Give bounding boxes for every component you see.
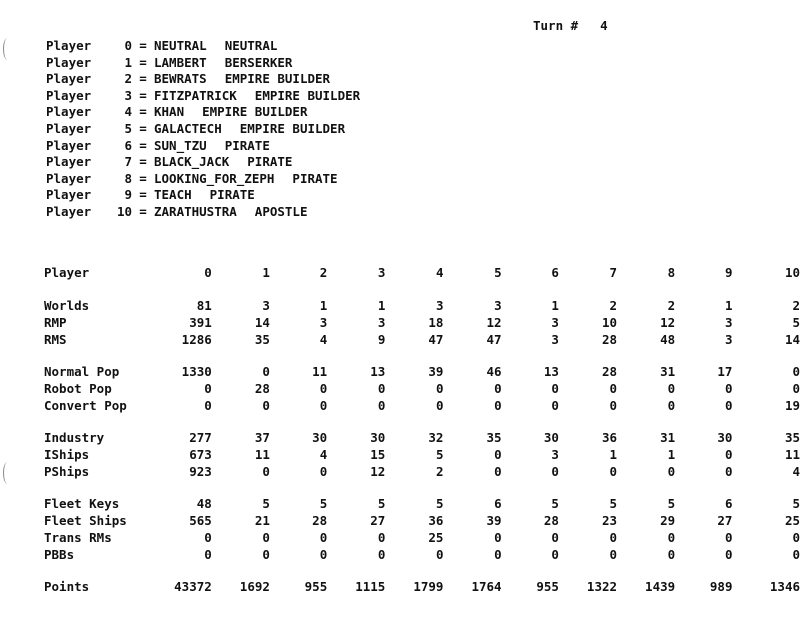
roster-player-id: 1	[124, 54, 132, 70]
stat-value-player-3: 0	[377, 398, 386, 413]
roster-player-word: Player	[46, 170, 92, 186]
stat-value-player-5: 0	[494, 547, 502, 562]
roster-line-player-2	[46, 71, 360, 88]
header-player-8: 8	[667, 264, 676, 280]
roster-player-word: Player	[46, 104, 92, 120]
stat-value-player-1: 0	[262, 398, 270, 413]
stat-label: Convert Pop	[44, 398, 127, 413]
roster-player-id: 5	[124, 120, 132, 136]
turn-number: 4	[600, 18, 608, 33]
stat-value-player-9: 17	[717, 364, 733, 379]
stat-value-player-4: 36	[428, 513, 444, 528]
stat-value-player-4: 25	[428, 530, 444, 545]
table-spacer-row	[44, 563, 800, 578]
roster-line-player-10	[46, 204, 360, 221]
stat-value-player-1: 0	[262, 530, 270, 545]
roster-player-id: 6	[124, 137, 132, 153]
roster-line-player-8	[46, 171, 360, 188]
stat-value-player-10: 25	[784, 513, 800, 528]
stat-value-player-10: 5	[792, 496, 800, 511]
spacer-cell	[44, 480, 800, 495]
stat-value-player-2: 5	[319, 496, 328, 511]
stat-value-player-6: 1	[551, 298, 559, 313]
stat-value-player-0: 0	[204, 547, 212, 562]
roster-player-word: Player	[46, 71, 92, 87]
stat-value-player-2: 0	[319, 464, 328, 479]
stat-value-player-3: 27	[370, 513, 386, 528]
stat-value-player-1: 0	[262, 547, 270, 562]
header-player-0: 0	[204, 264, 212, 280]
stat-value-player-5: 6	[494, 496, 502, 511]
stat-value-player-1: 5	[262, 496, 270, 511]
stat-value-player-1: 37	[254, 430, 270, 445]
stat-value-player-7: 0	[609, 464, 618, 479]
stat-value-player-9: 6	[724, 496, 733, 511]
roster-player-id: 7	[124, 154, 132, 170]
stat-value-player-0: 277	[189, 430, 212, 445]
stat-value-player-4: 0	[435, 381, 444, 396]
stat-value-player-4: 5	[435, 447, 444, 462]
stat-value-player-0: 391	[189, 315, 212, 330]
header-player-10: 10	[784, 264, 800, 280]
stat-value-player-3: 13	[370, 364, 386, 379]
stat-label: RMS	[44, 332, 67, 347]
roster-player-name: ZARATHUSTRA	[154, 203, 237, 219]
stat-row-worlds	[44, 297, 800, 314]
stat-value-player-3: 0	[377, 530, 386, 545]
stat-value-player-0: 0	[204, 530, 212, 545]
header-player-6: 6	[551, 264, 559, 280]
roster-equals-sign: =	[139, 87, 147, 103]
stat-value-player-5: 3	[494, 298, 502, 313]
stat-label: PBBs	[44, 547, 75, 562]
stat-value-player-5: 46	[486, 364, 502, 379]
header-player-5: 5	[494, 264, 502, 280]
stat-value-player-10: 35	[784, 430, 800, 445]
stat-value-player-9: 27	[717, 513, 733, 528]
stat-label: RMP	[44, 315, 67, 330]
roster-player-role: NEUTRAL	[224, 38, 278, 53]
roster-line-player-0	[46, 38, 360, 55]
roster-player-id: 9	[124, 187, 132, 203]
stat-value-player-2: 0	[319, 381, 328, 396]
header-player-9: 9	[724, 264, 733, 280]
stat-value-player-2: 0	[319, 547, 328, 562]
margin-mark-bottom	[3, 462, 12, 484]
stat-row-robot-pop	[44, 380, 800, 397]
stat-value-player-8: 0	[667, 381, 676, 396]
stat-value-player-5: 12	[486, 315, 502, 330]
header-label: Player	[44, 264, 90, 280]
stat-value-player-8: 5	[667, 496, 676, 511]
stat-value-player-1: 1692	[239, 579, 270, 594]
header-player-3: 3	[377, 264, 386, 280]
stat-value-player-1: 0	[262, 464, 270, 479]
stat-value-player-5: 47	[486, 332, 502, 347]
roster-equals-sign: =	[139, 154, 147, 170]
spacer-cell	[44, 348, 800, 363]
stat-value-player-6: 3	[551, 332, 559, 347]
stat-value-player-0: 673	[189, 447, 212, 462]
stat-value-player-1: 28	[254, 381, 270, 396]
roster-equals-sign: =	[139, 38, 147, 53]
stat-value-player-2: 11	[312, 364, 328, 379]
stat-value-player-9: 0	[724, 464, 733, 479]
stat-value-player-9: 0	[724, 398, 733, 413]
stat-value-player-7: 1	[609, 447, 618, 462]
stat-value-player-10: 14	[784, 332, 800, 347]
roster-player-name: LOOKING_FOR_ZEPH	[154, 170, 275, 186]
stat-value-player-0: 43372	[174, 579, 212, 594]
stat-row-convert-pop	[44, 397, 800, 414]
stat-value-player-10: 0	[792, 547, 800, 562]
stat-value-player-3: 0	[377, 381, 386, 396]
roster-player-name: LAMBERT	[154, 54, 207, 70]
stat-value-player-7: 0	[609, 547, 618, 562]
stat-label: Robot Pop	[44, 381, 112, 396]
player-stats-table	[44, 262, 800, 595]
roster-line-player-7	[46, 154, 360, 171]
stat-value-player-10: 1346	[769, 579, 800, 594]
stat-value-player-3: 3	[377, 315, 386, 330]
stat-row-normal-pop	[44, 363, 800, 380]
roster-equals-sign: =	[139, 120, 147, 136]
stat-value-player-2: 3	[319, 315, 328, 330]
stat-value-player-7: 36	[601, 430, 618, 445]
stat-label: Trans RMs	[44, 530, 112, 545]
roster-player-name: NEUTRAL	[154, 38, 207, 53]
roster-player-role: APOSTLE	[254, 203, 308, 219]
roster-player-role: EMPIRE BUILDER	[239, 120, 346, 136]
stat-value-player-1: 0	[262, 364, 270, 379]
stat-value-player-10: 0	[792, 364, 800, 379]
stat-label: Fleet Keys	[44, 496, 120, 511]
roster-equals-sign: =	[139, 170, 147, 186]
stat-value-player-0: 81	[196, 298, 212, 313]
stat-value-player-6: 5	[551, 496, 559, 511]
stat-value-player-10: 4	[792, 464, 800, 479]
roster-player-word: Player	[46, 120, 92, 136]
roster-player-role: PIRATE	[224, 137, 270, 153]
stat-label: PShips	[44, 464, 90, 479]
roster-player-name: TEACH	[154, 187, 192, 203]
stat-value-player-2: 4	[319, 447, 328, 462]
stat-value-player-1: 14	[254, 315, 270, 330]
roster-line-player-5	[46, 121, 360, 138]
spacer-cell	[44, 282, 800, 297]
roster-player-role: EMPIRE BUILDER	[254, 87, 361, 103]
stat-value-player-0: 0	[204, 398, 212, 413]
roster-player-name: SUN_TZU	[154, 137, 207, 153]
stat-value-player-8: 12	[660, 315, 676, 330]
stat-value-player-4: 0	[435, 547, 444, 562]
roster-player-word: Player	[46, 154, 92, 170]
stat-value-player-6: 0	[551, 464, 559, 479]
stat-value-player-6: 3	[551, 315, 559, 330]
stat-value-player-7: 10	[601, 315, 618, 330]
stat-value-player-8: 31	[660, 364, 676, 379]
stat-value-player-6: 3	[551, 447, 559, 462]
roster-line-player-6	[46, 138, 360, 155]
stat-value-player-7: 0	[609, 530, 618, 545]
roster-player-id: 0	[124, 38, 132, 53]
roster-player-role: PIRATE	[209, 187, 255, 203]
roster-player-id: 8	[124, 170, 132, 186]
stat-value-player-7: 28	[601, 332, 618, 347]
turn-indicator	[533, 18, 608, 33]
stat-value-player-6: 0	[551, 381, 559, 396]
table-spacer-row	[44, 348, 800, 363]
stat-value-player-2: 30	[312, 430, 328, 445]
stat-row-points	[44, 578, 800, 595]
header-player-1: 1	[262, 264, 270, 280]
stat-row-fleet-keys	[44, 495, 800, 512]
stat-value-player-2: 0	[319, 398, 328, 413]
stat-value-player-7: 23	[601, 513, 618, 528]
stat-value-player-5: 0	[494, 464, 502, 479]
stat-value-player-0: 923	[189, 464, 212, 479]
stat-value-player-2: 4	[319, 332, 328, 347]
stat-value-player-9: 3	[724, 315, 733, 330]
stat-value-player-4: 32	[428, 430, 444, 445]
stat-value-player-4: 0	[435, 398, 444, 413]
roster-equals-sign: =	[139, 137, 147, 153]
margin-mark-top	[3, 38, 12, 60]
stat-value-player-1: 11	[254, 447, 270, 462]
stat-value-player-0: 0	[204, 381, 212, 396]
roster-equals-sign: =	[139, 54, 147, 70]
table-spacer-row	[44, 414, 800, 429]
stat-value-player-10: 5	[792, 315, 800, 330]
roster-player-role: EMPIRE BUILDER	[202, 104, 308, 120]
stat-value-player-4: 18	[428, 315, 444, 330]
roster-player-name: KHAN	[154, 104, 185, 120]
stat-value-player-10: 0	[792, 381, 800, 396]
stat-value-player-5: 0	[494, 447, 502, 462]
roster-equals-sign: =	[139, 203, 147, 219]
roster-line-player-9	[46, 187, 360, 204]
stat-value-player-4: 3	[435, 298, 444, 313]
stat-value-player-4: 47	[428, 332, 444, 347]
stat-value-player-6: 955	[536, 579, 559, 594]
roster-player-word: Player	[46, 203, 92, 219]
stat-value-player-9: 989	[709, 579, 733, 594]
stat-value-player-8: 0	[667, 547, 676, 562]
stat-value-player-10: 0	[792, 530, 800, 545]
stat-value-player-5: 0	[494, 398, 502, 413]
roster-player-name: GALACTECH	[154, 120, 222, 136]
stat-value-player-8: 31	[660, 430, 676, 445]
stat-value-player-7: 28	[601, 364, 618, 379]
spacer-cell	[44, 414, 800, 429]
stat-value-player-0: 565	[189, 513, 212, 528]
stat-value-player-3: 9	[377, 332, 386, 347]
roster-line-player-3	[46, 88, 360, 105]
stat-value-player-6: 30	[543, 430, 559, 445]
stat-value-player-5: 0	[494, 530, 502, 545]
stat-value-player-4: 2	[435, 464, 444, 479]
stat-value-player-4: 5	[435, 496, 444, 511]
stat-value-player-6: 0	[551, 547, 559, 562]
stat-row-trans-rms	[44, 529, 800, 546]
stat-row-rms	[44, 331, 800, 348]
stat-value-player-1: 35	[254, 332, 270, 347]
stat-value-player-3: 1	[377, 298, 386, 313]
stat-value-player-0: 1330	[181, 364, 212, 379]
stat-row-fleet-ships	[44, 512, 800, 529]
turn-label: Turn #	[533, 18, 579, 33]
roster-equals-sign: =	[139, 71, 147, 87]
stat-value-player-9: 0	[724, 530, 733, 545]
roster-equals-sign: =	[139, 104, 147, 120]
stat-value-player-4: 39	[428, 364, 444, 379]
roster-player-role: EMPIRE BUILDER	[224, 71, 331, 87]
stat-value-player-10: 2	[792, 298, 800, 313]
roster-player-name: BEWRATS	[154, 71, 207, 87]
stat-row-rmp	[44, 314, 800, 331]
stat-value-player-3: 0	[377, 547, 386, 562]
stat-value-player-3: 5	[377, 496, 386, 511]
roster-player-id: 4	[124, 104, 132, 120]
stat-value-player-5: 35	[486, 430, 502, 445]
stat-label: Normal Pop	[44, 364, 120, 379]
roster-player-role: PIRATE	[292, 170, 338, 186]
stat-value-player-0: 48	[196, 496, 212, 511]
stat-value-player-0: 1286	[181, 332, 212, 347]
stat-value-player-1: 3	[262, 298, 270, 313]
stat-value-player-8: 1	[667, 447, 676, 462]
stat-value-player-8: 0	[667, 398, 676, 413]
stat-value-player-5: 1764	[471, 579, 502, 594]
stat-value-player-5: 0	[494, 381, 502, 396]
table-header-row	[44, 262, 800, 282]
stat-value-player-6: 13	[543, 364, 559, 379]
stat-value-player-9: 0	[724, 381, 733, 396]
stat-value-player-8: 48	[660, 332, 676, 347]
stat-row-pships	[44, 463, 800, 480]
roster-player-role: BERSERKER	[224, 54, 293, 70]
roster-line-player-4	[46, 104, 360, 121]
stat-value-player-3: 30	[370, 430, 386, 445]
roster-player-name: BLACK_JACK	[154, 154, 230, 170]
stat-label: Worlds	[44, 298, 90, 313]
stat-value-player-7: 5	[609, 496, 618, 511]
stat-value-player-9: 0	[724, 447, 733, 462]
stat-value-player-6: 28	[543, 513, 559, 528]
stat-value-player-9: 30	[717, 430, 733, 445]
stat-value-player-6: 0	[551, 398, 559, 413]
stat-value-player-9: 0	[724, 547, 733, 562]
roster-player-word: Player	[46, 38, 92, 53]
stat-value-player-2: 955	[304, 579, 328, 594]
stat-value-player-7: 2	[609, 298, 618, 313]
roster-player-name: FITZPATRICK	[154, 87, 237, 103]
table-spacer-row	[44, 282, 800, 297]
stat-value-player-9: 3	[724, 332, 733, 347]
stat-value-player-3: 12	[370, 464, 386, 479]
stat-value-player-10: 11	[784, 447, 800, 462]
stat-value-player-8: 1439	[645, 579, 676, 594]
stat-value-player-4: 1799	[413, 579, 444, 594]
table-spacer-row	[44, 480, 800, 495]
stat-value-player-5: 39	[486, 513, 502, 528]
stat-label: Fleet Ships	[44, 513, 127, 528]
roster-player-word: Player	[46, 54, 92, 70]
roster-line-player-1	[46, 55, 360, 72]
stat-value-player-2: 28	[312, 513, 328, 528]
roster-player-id: 3	[124, 87, 132, 103]
roster-player-word: Player	[46, 187, 92, 203]
roster-equals-sign: =	[139, 187, 147, 203]
stat-value-player-3: 1115	[355, 579, 386, 594]
stat-row-pbbs	[44, 546, 800, 563]
header-player-7: 7	[609, 264, 618, 280]
stat-value-player-6: 0	[551, 530, 559, 545]
stat-row-iships	[44, 446, 800, 463]
header-player-4: 4	[435, 264, 444, 280]
stat-row-industry	[44, 429, 800, 446]
roster-player-role: PIRATE	[247, 154, 293, 170]
roster-player-word: Player	[46, 137, 92, 153]
stat-value-player-2: 0	[319, 530, 328, 545]
stat-value-player-7: 1322	[586, 579, 618, 594]
spacer-cell	[44, 563, 800, 578]
stat-value-player-10: 19	[784, 398, 800, 413]
stat-value-player-8: 0	[667, 464, 676, 479]
stat-value-player-8: 2	[667, 298, 676, 313]
stat-value-player-8: 0	[667, 530, 676, 545]
roster-player-id: 2	[124, 71, 132, 87]
player-roster	[46, 38, 360, 221]
stat-value-player-9: 1	[724, 298, 733, 313]
stat-value-player-3: 15	[370, 447, 386, 462]
stat-label: Industry	[44, 430, 105, 445]
stat-value-player-1: 21	[254, 513, 270, 528]
stat-label: Points	[44, 579, 90, 594]
stat-value-player-2: 1	[319, 298, 328, 313]
stat-value-player-7: 0	[609, 398, 618, 413]
stat-label: IShips	[44, 447, 90, 462]
roster-player-word: Player	[46, 87, 92, 103]
header-player-2: 2	[319, 264, 328, 280]
roster-player-id: 10	[116, 203, 132, 219]
stat-value-player-7: 0	[609, 381, 618, 396]
stat-value-player-8: 29	[660, 513, 676, 528]
